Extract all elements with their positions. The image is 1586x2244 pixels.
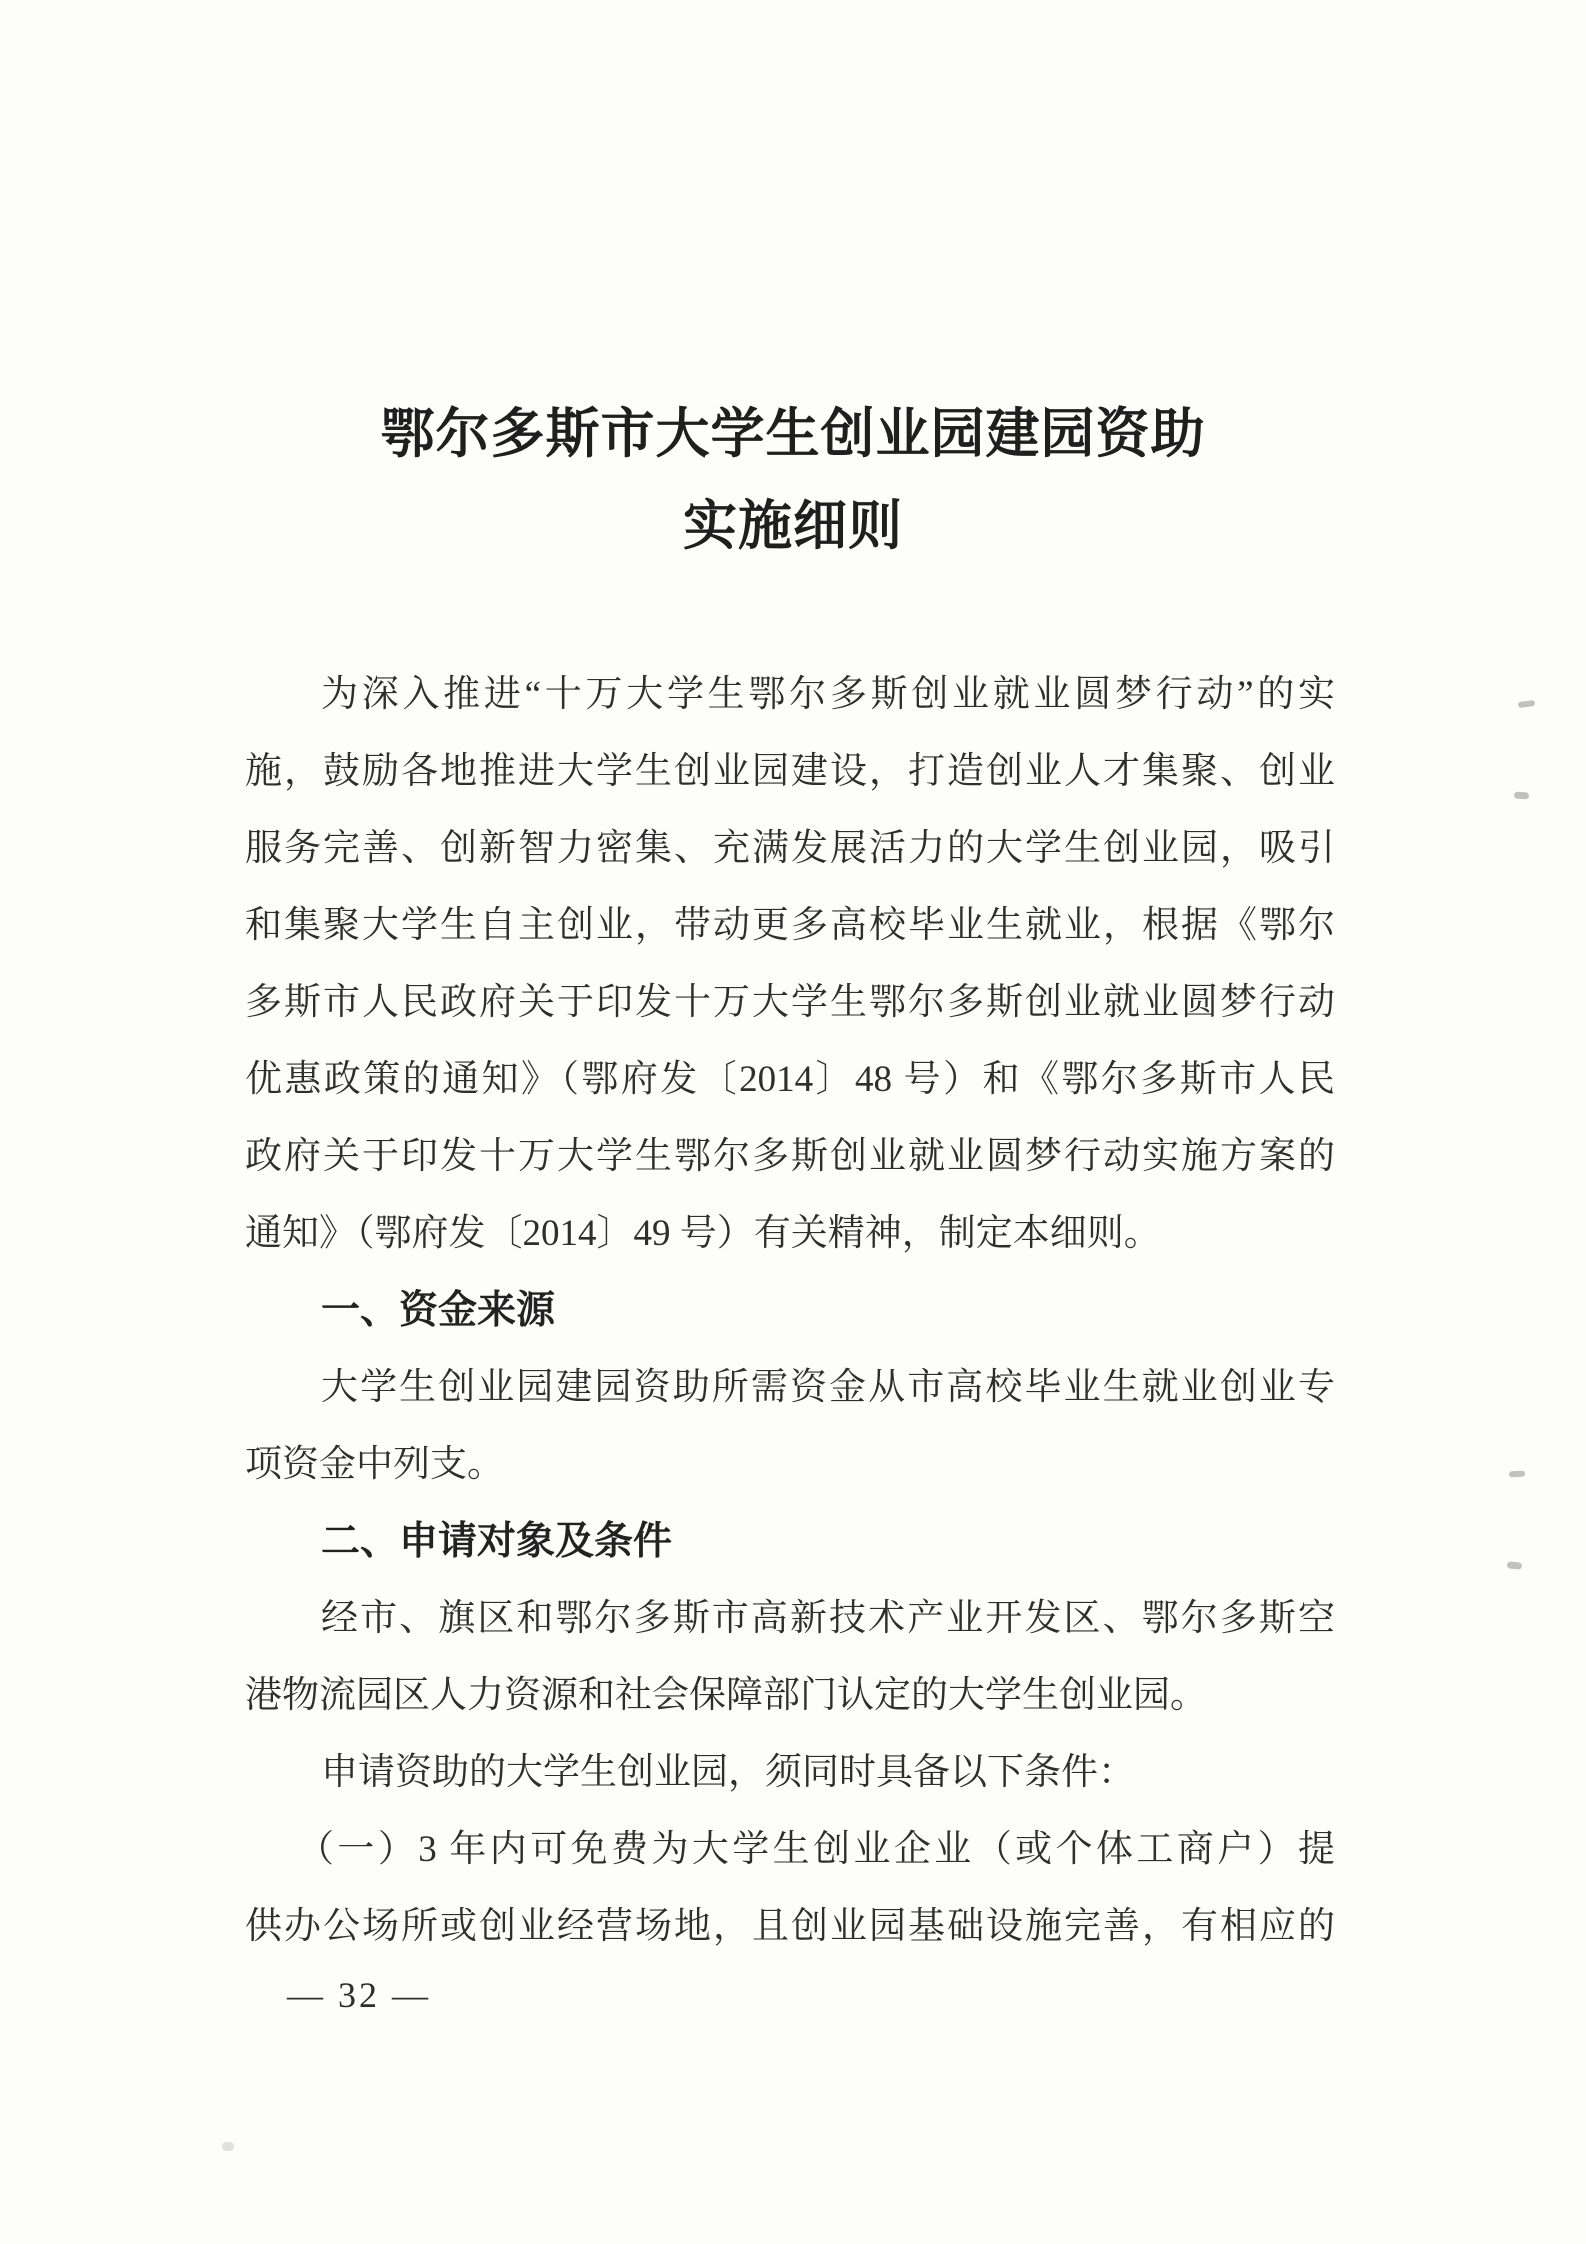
text-line: 经市、旗区和鄂尔多斯市高新技术产业开发区、鄂尔多斯空 (321, 1598, 1335, 1639)
text-line: 通知》（鄂府发〔2014〕49 号）有关精神，制定本细则。 (245, 1213, 1161, 1254)
text-line: 和集聚大学生自主创业，带动更多高校毕业生就业，根据《鄂尔 (245, 905, 1335, 946)
document-body (245, 656, 1335, 1965)
text-line: 多斯市人民政府关于印发十万大学生鄂尔多斯创业就业圆梦行动 (245, 982, 1335, 1023)
document-title (0, 388, 1586, 572)
document-title-line-1: 鄂尔多斯市大学生创业园建园资助 (380, 404, 1206, 464)
section-heading-applicants-conditions: 二、申请对象及条件 (321, 1520, 673, 1563)
page-number: — 32 — (287, 1975, 431, 2015)
text-line: 项资金中列支。 (245, 1444, 504, 1485)
document-title-line-2: 实施细则 (683, 496, 903, 556)
text-line: 为深入推进“十万大学生鄂尔多斯创业就业圆梦行动”的实 (321, 674, 1335, 715)
text-line: 施，鼓励各地推进大学生创业园建设，打造创业人才集聚、创业 (245, 751, 1335, 792)
text-line: 优惠政策的通知》（鄂府发〔2014〕48 号）和《鄂尔多斯市人民 (245, 1059, 1335, 1100)
text-line: 供办公场所或创业经营场地，且创业园基础设施完善，有相应的 (245, 1906, 1335, 1947)
text-line: 申请资助的大学生创业园，须同时具备以下条件： (321, 1752, 1135, 1793)
text-line: 政府关于印发十万大学生鄂尔多斯创业就业圆梦行动实施方案的 (245, 1136, 1335, 1177)
scan-artifact (1518, 700, 1536, 708)
scan-artifact (1509, 1471, 1525, 1478)
text-line: 服务完善、创新智力密集、充满发展活力的大学生创业园，吸引 (245, 828, 1335, 869)
text-line: 大学生创业园建园资助所需资金从市高校毕业生就业创业专 (321, 1367, 1335, 1408)
scan-artifact (222, 2142, 234, 2151)
section-heading-funding-source: 一、资金来源 (321, 1289, 556, 1332)
scan-artifact (1507, 1561, 1523, 1570)
scan-artifact (1514, 791, 1529, 799)
text-line: （一）3 年内可免费为大学生创业企业（或个体工商户）提 (297, 1829, 1335, 1870)
text-line: 港物流园区人力资源和社会保障部门认定的大学生创业园。 (245, 1675, 1207, 1716)
